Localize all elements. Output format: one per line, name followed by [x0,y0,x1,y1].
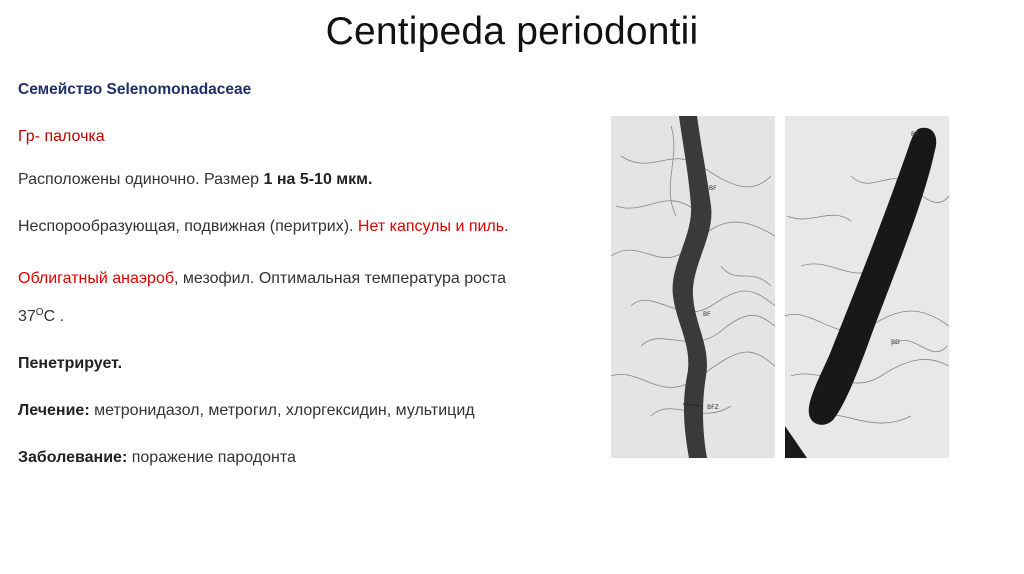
penetrates-line [18,352,528,376]
motility-text: Неспорообразующая, подвижная (перитрих). [18,218,358,235]
penetrates-text: Пенетрирует. [18,355,123,372]
treatment-label: Лечение: [18,402,90,419]
degree-sup: О [35,307,44,318]
disease-label: Заболевание: [18,449,128,466]
arrangement-size: 1 на 5-10 мкм. [263,171,373,188]
slide-body [18,78,528,470]
oxygen-text2: С . [43,308,65,325]
motility-line [18,210,528,244]
disease-line [18,446,528,470]
right-label-2: BD [891,339,900,346]
micrograph-image [611,116,949,458]
arrangement-line [18,168,528,192]
slide-title: Centipeda periodontii [325,10,699,53]
left-label-2: BF [703,311,711,318]
motility-red: Нет капсулы и пиль [357,218,505,235]
motility-end: . [504,218,509,235]
arrangement-text: Расположены одиночно. Размер [18,171,264,188]
oxygen-red: Облигатный анаэроб [18,270,174,287]
left-label-3: BFZ [707,404,719,411]
gram-line: Гр- палочка [18,128,105,145]
right-label-1: BF [911,131,919,138]
oxygen-line [18,262,528,334]
family-line: Семейство Selenomonadaceae [18,81,252,98]
treatment-line [18,394,528,428]
left-label-1: BF [709,185,717,192]
treatment-text: метронидазол, метрогил, хлоргексидин, мультицид [89,402,475,419]
disease-text: поражение пародонта [127,449,296,466]
oxygen-text1: , мезофил. Оптимальная температура роста 37 [18,270,507,325]
